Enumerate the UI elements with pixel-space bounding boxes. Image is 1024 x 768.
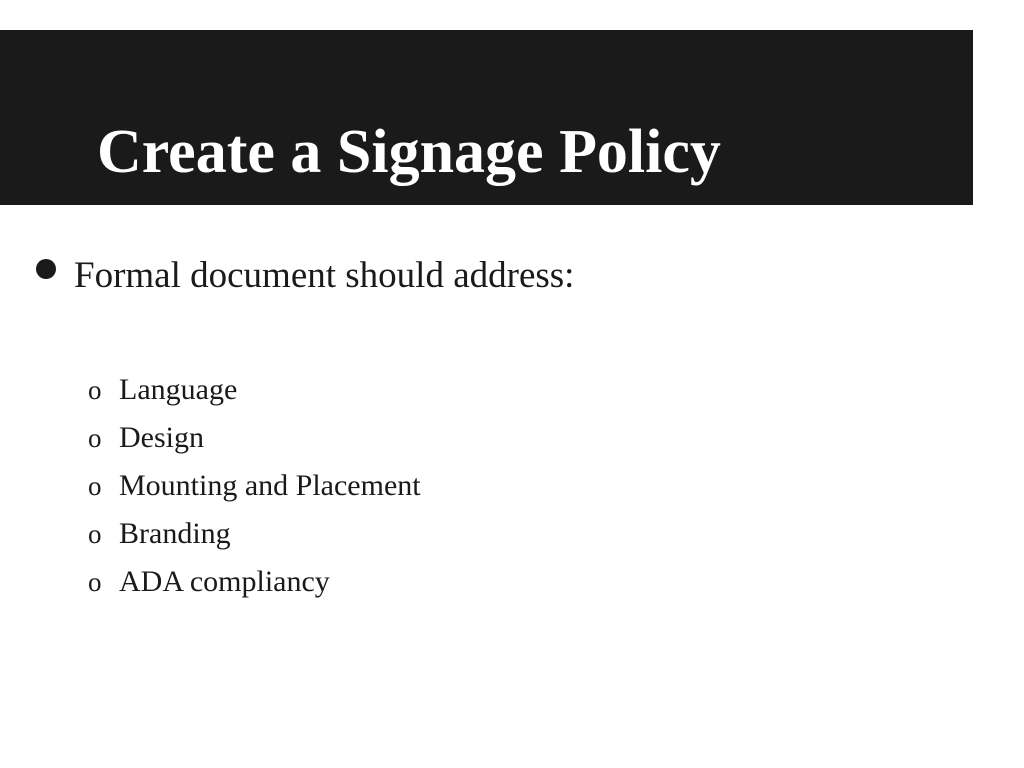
main-bullet-text: Formal document should address:	[74, 255, 575, 296]
sub-bullet-marker-icon: o	[88, 519, 102, 549]
bullet-dot-icon	[36, 259, 56, 279]
sub-bullet-text: Language	[119, 373, 238, 406]
main-bullet	[36, 248, 574, 304]
sub-bullet-item	[88, 417, 421, 465]
sub-bullet-text: Mounting and Placement	[119, 469, 421, 502]
sub-bullet-marker-icon: o	[88, 567, 102, 597]
sub-bullet-text: ADA compliancy	[119, 565, 330, 598]
sub-bullet-text: Branding	[119, 517, 231, 550]
sub-bullet-marker-icon: o	[88, 423, 102, 453]
sub-bullet-list	[88, 369, 421, 609]
sub-bullet-item	[88, 465, 421, 513]
sub-bullet-text: Design	[119, 421, 204, 454]
sub-bullet-marker-icon: o	[88, 375, 102, 405]
sub-bullet-item	[88, 513, 421, 561]
sub-bullet-marker-icon: o	[88, 471, 102, 501]
sub-bullet-item	[88, 369, 421, 417]
sub-bullet-item	[88, 561, 421, 609]
slide-title: Create a Signage Policy	[97, 118, 721, 186]
